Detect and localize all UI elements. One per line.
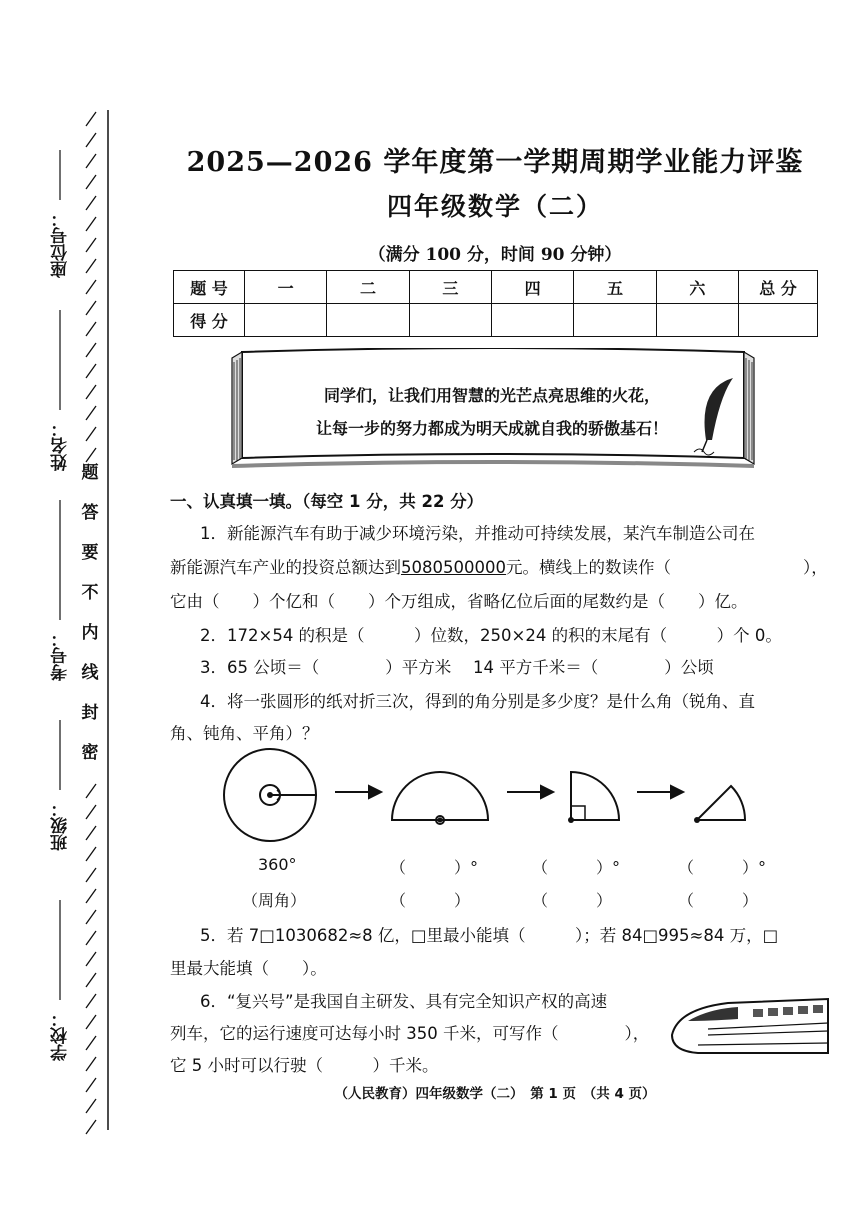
- score-cell[interactable]: [656, 304, 738, 337]
- score-cell[interactable]: [327, 304, 409, 337]
- binding-slash: [86, 196, 96, 210]
- answer-blank-degree[interactable]: （ ）°: [390, 858, 479, 877]
- page-footer: （人民教育）四年级数学（二） 第 1 页 （共 4 页）: [334, 1086, 656, 1102]
- binding-slash: [86, 1120, 96, 1134]
- binding-slash: [86, 280, 96, 294]
- binding-slash: [86, 427, 96, 441]
- section-heading: 一、认真填一填。（每空 1 分，共 22 分）: [170, 492, 484, 511]
- binding-slash: [86, 343, 96, 357]
- binding-slash: [86, 1099, 96, 1113]
- binding-slash: [86, 364, 96, 378]
- question-6-line-3: 它 5 小时可以行驶（ ）千米。: [170, 1056, 439, 1075]
- score-cell[interactable]: [574, 304, 656, 337]
- answer-blank-degree[interactable]: （ ）°: [678, 858, 767, 877]
- exam-number-label: 考号：: [51, 630, 71, 681]
- table-cell: 三: [409, 271, 491, 304]
- binding-slash: [86, 847, 96, 861]
- question-4-line-2: 角、钝角、平角）？: [170, 724, 319, 743]
- score-table: [173, 270, 818, 337]
- exam-title: 2025—2026 学年度第一学期周期学业能力评鉴: [186, 147, 804, 178]
- seal-char: 不: [81, 583, 99, 603]
- book-banner-graphic: [228, 348, 758, 470]
- table-cell: 总 分: [739, 271, 818, 304]
- binding-slash: [86, 994, 96, 1008]
- binding-slash: [86, 1078, 96, 1092]
- high-speed-train-icon: [668, 995, 833, 1060]
- name-label: 姓名：: [51, 420, 71, 471]
- banner-line-2: 让每一步的努力都成为明天成就自我的骄傲基石！: [315, 419, 668, 438]
- binding-slash: [86, 385, 96, 399]
- question-5-line-2: 里最大能填（ ）。: [170, 959, 327, 978]
- binding-slash: [86, 952, 96, 966]
- seal-char: 答: [81, 503, 99, 523]
- table-cell: 题 号: [174, 271, 245, 304]
- table-cell: 四: [491, 271, 573, 304]
- binding-strip: [0, 0, 120, 1226]
- score-table-score-row: [174, 304, 818, 337]
- seal-char: 封: [81, 703, 99, 723]
- table-cell: 六: [656, 271, 738, 304]
- binding-slash: [86, 133, 96, 147]
- exam-note: （满分 100 分，时间 90 分钟）: [368, 245, 622, 265]
- score-cell[interactable]: [491, 304, 573, 337]
- seal-char: 内: [81, 623, 99, 643]
- question-1-line-2: [170, 554, 828, 578]
- question-3: 3．65 公顷＝（ ）平方米 14 平方千米＝（ ）公顷: [200, 658, 714, 677]
- question-1-line-3: 它由（ ）个亿和（ ）个万组成，省略亿位后面的尾数约是（ ）亿。: [170, 592, 748, 611]
- school-label: 学校：: [51, 1010, 71, 1061]
- binding-slash: [86, 931, 96, 945]
- table-cell: 得 分: [174, 304, 245, 337]
- binding-slash: [86, 868, 96, 882]
- binding-slash: [86, 322, 96, 336]
- table-cell: 二: [327, 271, 409, 304]
- text-segment: 新能源汽车产业的投资总额达到: [170, 558, 401, 577]
- binding-slash: [86, 112, 96, 126]
- seal-char: 密: [81, 743, 99, 763]
- angle-type-full: （周角）: [242, 891, 307, 910]
- underlined-number: 5080500000: [401, 558, 506, 577]
- binding-slash: [86, 910, 96, 924]
- binding-slash: [86, 826, 96, 840]
- binding-slash: [86, 217, 96, 231]
- table-cell: 一: [245, 271, 327, 304]
- answer-blank-type[interactable]: （ ）: [678, 891, 759, 910]
- binding-slash: [86, 238, 96, 252]
- half-circle-shape: [392, 772, 488, 820]
- score-cell[interactable]: [739, 304, 818, 337]
- paper-folding-diagram: [215, 748, 755, 848]
- question-4-line-1: 4．将一张圆形的纸对折三次，得到的角分别是多少度？是什么角（锐角、直: [200, 692, 755, 711]
- question-1-line-1: 1．新能源汽车有助于减少环境污染，并推动可持续发展，某汽车制造公司在: [200, 524, 755, 543]
- banner-line-1: 同学们，让我们用智慧的光芒点亮思维的火花，: [323, 386, 660, 405]
- exam-subtitle: 四年级数学（二）: [386, 192, 603, 221]
- binding-slash: [86, 1015, 96, 1029]
- seal-char: 线: [81, 663, 99, 683]
- question-6-line-1: 6．“复兴号”是我国自主研发、具有完全知识产权的高速: [200, 992, 608, 1011]
- binding-slash: [86, 1036, 96, 1050]
- question-2: 2．172×54 的积是（ ）位数，250×24 的积的末尾有（ ）个 0。: [200, 626, 782, 645]
- seal-char: 题: [81, 463, 99, 483]
- quarter-circle-shape: [571, 772, 619, 820]
- binding-slash: [86, 1057, 96, 1071]
- table-cell: 五: [574, 271, 656, 304]
- binding-slash: [86, 784, 96, 798]
- score-cell[interactable]: [245, 304, 327, 337]
- binding-slash: [86, 805, 96, 819]
- binding-slash: [86, 973, 96, 987]
- class-label: 班级：: [51, 800, 71, 851]
- answer-blank-type[interactable]: （ ）: [532, 891, 613, 910]
- binding-slash: [86, 175, 96, 189]
- binding-slash: [86, 154, 96, 168]
- question-5-line-1: 5．若 7□1030682≈8 亿，□里最小能填（ ）；若 84□995≈84 万，□: [200, 926, 779, 945]
- binding-slash: [86, 406, 96, 420]
- score-table-header-row: [174, 271, 818, 304]
- question-6-line-2: 列车，它的运行速度可达每小时 350 千米，可写作（ ），: [170, 1024, 650, 1043]
- angle-degree-360: 360°: [258, 855, 297, 874]
- seal-char: 要: [81, 543, 99, 563]
- binding-slash: [86, 259, 96, 273]
- binding-slash: [86, 301, 96, 315]
- binding-slash: [86, 889, 96, 903]
- score-cell[interactable]: [409, 304, 491, 337]
- seat-number-label: 座位号：: [51, 210, 71, 278]
- eighth-circle-shape: [697, 786, 745, 820]
- answer-blank-degree[interactable]: （ ）°: [532, 858, 621, 877]
- text-segment: 元。横线上的数读作（ ），: [505, 558, 828, 577]
- answer-blank-type[interactable]: （ ）: [390, 891, 471, 910]
